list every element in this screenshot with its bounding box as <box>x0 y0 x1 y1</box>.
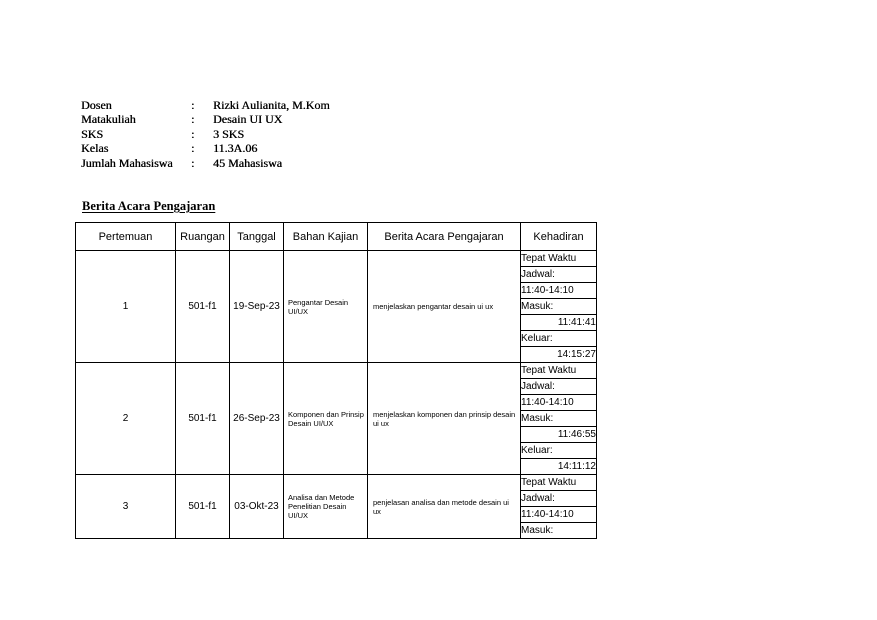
attendance-jadwal-value: 11:40-14:10 <box>521 283 597 299</box>
header-bahan-kajian: Bahan Kajian <box>284 223 368 251</box>
cell-pertemuan: 3 <box>76 475 176 539</box>
cell-ruangan: 501-f1 <box>176 475 230 539</box>
info-row-dosen <box>81 98 330 112</box>
cell-pertemuan: 2 <box>76 363 176 475</box>
attendance-jadwal-value: 11:40-14:10 <box>521 395 597 411</box>
section-title: Berita Acara Pengajaran <box>82 199 216 213</box>
attendance-masuk-value: 11:41:41 <box>521 315 597 331</box>
teaching-record-table <box>75 222 597 539</box>
attendance-jadwal-label: Jadwal: <box>521 379 597 395</box>
course-info <box>81 98 330 170</box>
attendance-status: Tepat Waktu <box>521 475 597 491</box>
attendance-masuk-label: Masuk: <box>521 299 597 315</box>
attendance-masuk-label: Masuk: <box>521 411 597 427</box>
header-kehadiran: Kehadiran <box>521 223 597 251</box>
attendance-keluar-value: 14:11:12 <box>521 459 597 475</box>
attendance-status: Tepat Waktu <box>521 363 597 379</box>
info-label: Matakuliah <box>81 112 136 127</box>
attendance-jadwal-label: Jadwal: <box>521 267 597 283</box>
table-header-row <box>76 223 597 251</box>
attendance-keluar-label: Keluar: <box>521 331 597 347</box>
info-value: 45 Mahasiswa <box>213 155 282 170</box>
header-pertemuan: Pertemuan <box>76 223 176 251</box>
cell-ruangan: 501-f1 <box>176 251 230 363</box>
info-value: Desain UI UX <box>213 112 283 127</box>
attendance-masuk-value: 11:46:55 <box>521 427 597 443</box>
cell-berita-acara: menjelaskan komponen dan prinsip desain ui ux <box>368 363 521 475</box>
info-value: 11.3A.06 <box>213 141 258 156</box>
cell-ruangan: 501-f1 <box>176 363 230 475</box>
attendance-jadwal-label: Jadwal: <box>521 491 597 507</box>
attendance-jadwal-value: 11:40-14:10 <box>521 507 597 523</box>
info-separator: : <box>191 112 195 127</box>
cell-bahan-kajian: Pengantar Desain UI/UX <box>284 251 368 363</box>
info-separator: : <box>191 98 195 112</box>
info-value: 3 SKS <box>213 126 245 141</box>
info-separator: : <box>191 155 195 170</box>
table-row <box>76 363 597 379</box>
info-row-jumlah-mahasiswa <box>81 156 330 170</box>
table-row <box>76 475 597 491</box>
attendance-status: Tepat Waktu <box>521 251 597 267</box>
info-separator: : <box>191 141 195 156</box>
attendance-masuk-label: Masuk: <box>521 523 597 539</box>
cell-bahan-kajian: Komponen dan Prinsip Desain UI/UX <box>284 363 368 475</box>
info-label: Kelas <box>81 141 109 156</box>
info-separator: : <box>191 126 195 141</box>
header-berita-acara: Berita Acara Pengajaran <box>368 223 521 251</box>
cell-berita-acara: menjelaskan pengantar desain ui ux <box>368 251 521 363</box>
info-value: Rizki Aulianita, M.Kom <box>213 98 330 112</box>
info-row-kelas <box>81 141 330 155</box>
cell-bahan-kajian: Analisa dan Metode Penelitian Desain UI/UX <box>284 475 368 539</box>
cell-pertemuan: 1 <box>76 251 176 363</box>
header-tanggal: Tanggal <box>230 223 284 251</box>
header-ruangan: Ruangan <box>176 223 230 251</box>
table-row <box>76 251 597 267</box>
cell-tanggal: 26-Sep-23 <box>230 363 284 475</box>
info-row-sks <box>81 127 330 141</box>
cell-tanggal: 19-Sep-23 <box>230 251 284 363</box>
info-label: SKS <box>81 126 104 141</box>
info-label: Dosen <box>81 98 112 112</box>
attendance-keluar-label: Keluar: <box>521 443 597 459</box>
info-row-matakuliah <box>81 112 330 126</box>
cell-tanggal: 03-Okt-23 <box>230 475 284 539</box>
cell-berita-acara: penjelasan analisa dan metode desain ui ux <box>368 475 521 539</box>
attendance-keluar-value: 14:15:27 <box>521 347 597 363</box>
info-label: Jumlah Mahasiswa <box>81 155 173 170</box>
